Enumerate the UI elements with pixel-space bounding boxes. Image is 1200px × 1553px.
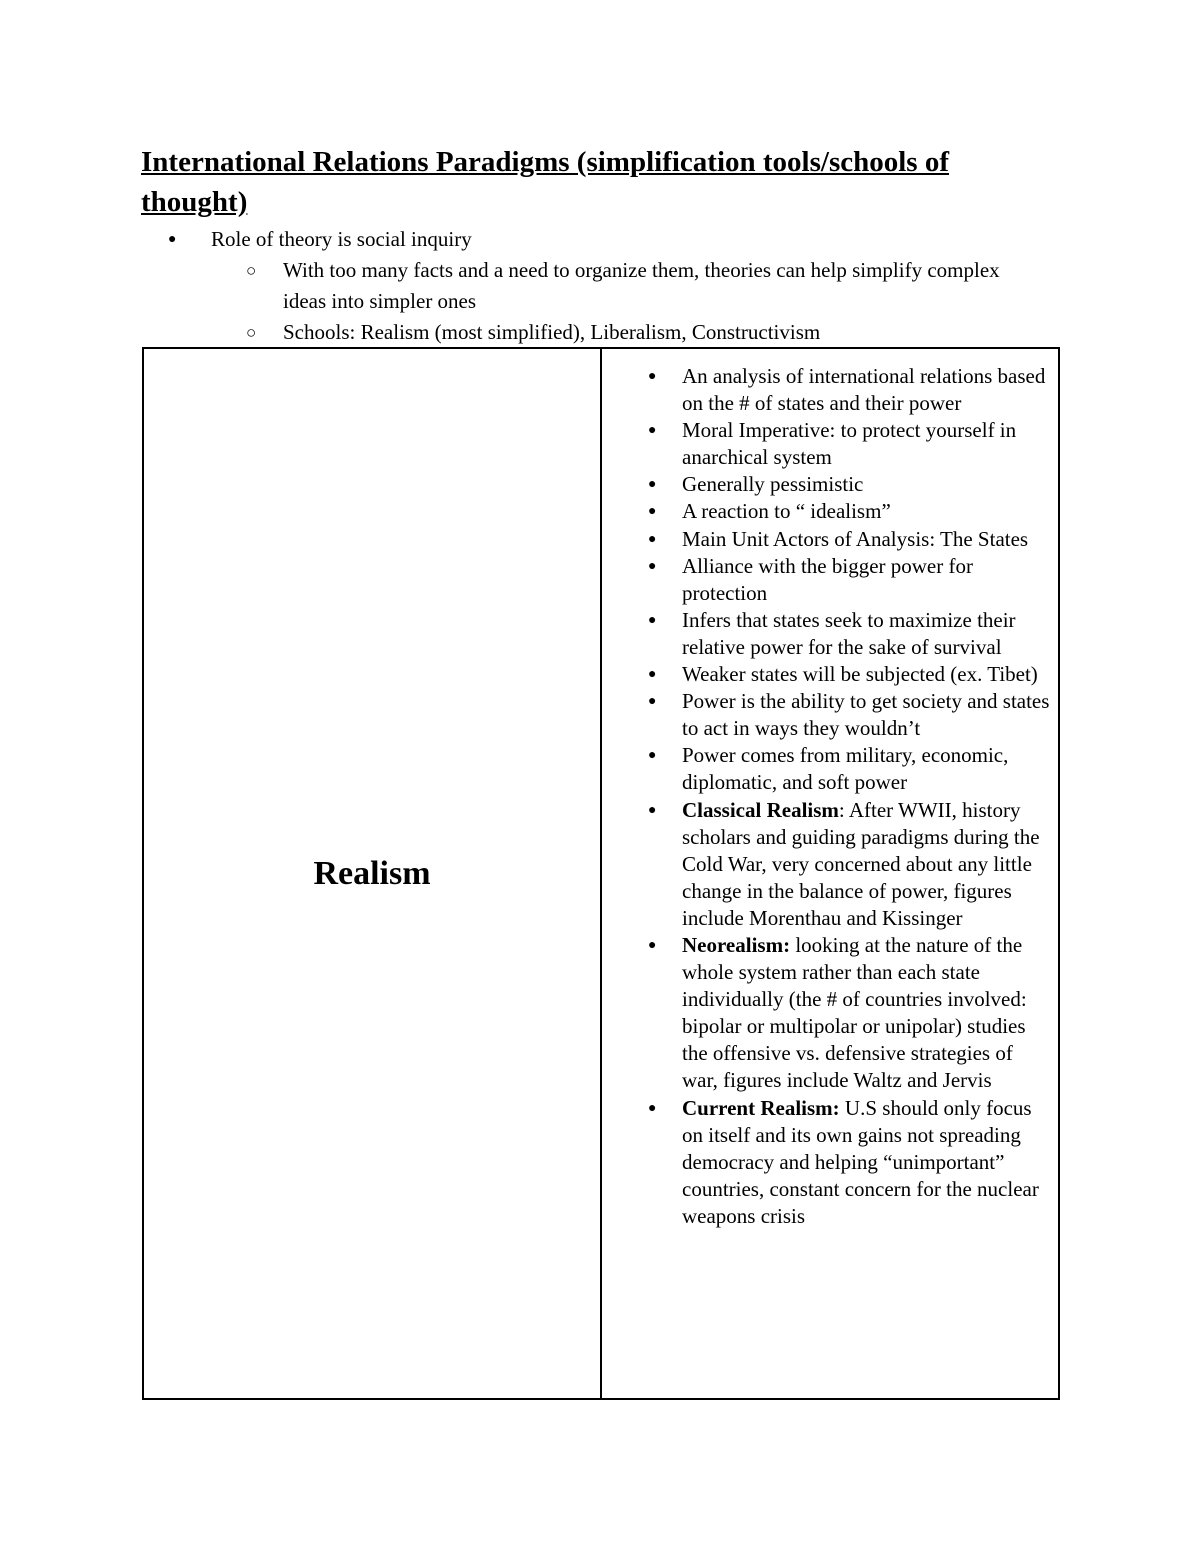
intro-sub-list <box>0 255 1200 348</box>
paradigm-point-text: Generally pessimistic <box>682 472 864 497</box>
paradigm-points-list <box>602 363 1050 1230</box>
hollow-bullet-icon: ○ <box>246 261 257 280</box>
intro-sub-point-text: With too many facts and a need to organize them, theories can help simplify complex ideas into simpler ones <box>283 258 1000 313</box>
paradigm-point <box>602 363 1050 417</box>
paradigm-point-text: An analysis of international relations based on the # of states and their power <box>682 364 1046 416</box>
paradigm-point-text: A reaction to “ idealism” <box>682 499 891 524</box>
intro-list <box>0 224 1200 348</box>
paradigm-name: Realism <box>313 854 431 892</box>
filled-bullet-icon: ● <box>648 369 657 384</box>
paradigm-point-heading: Current Realism: <box>682 1095 840 1120</box>
paradigm-point <box>602 1095 1050 1230</box>
filled-bullet-icon: ● <box>648 1100 657 1116</box>
filled-bullet-icon: ● <box>648 477 657 493</box>
intro-sub-point <box>0 317 1013 348</box>
paradigm-point-text: U.S should only focus on itself and its own gains not spreading democracy and helping “unimportant” countries, constant concern for the nuclear weapons crisis <box>682 1095 1039 1228</box>
paradigm-point-heading: Neorealism: <box>682 932 791 957</box>
paradigm-name-cell <box>144 349 602 1398</box>
paradigm-point-text: Main Unit Actors of Analysis: The States <box>682 526 1029 551</box>
intro-main-point-text: Role of theory is social inquiry <box>211 227 472 251</box>
filled-bullet-icon: ● <box>648 937 657 953</box>
intro-sub-point-text: Schools: Realism (most simplified), Liberalism, Constructivism <box>283 320 821 344</box>
paradigm-point-text: Moral Imperative: to protect yourself in anarchical system <box>682 418 1017 470</box>
paradigm-point-text: looking at the nature of the whole system rather than each state individually (the # of countries involved: bipolar or multipolar or unipolar) studies the offensive vs. defensive strategies of war, figures include Waltz and Jervis <box>682 932 1027 1093</box>
filled-bullet-icon: ● <box>168 232 177 247</box>
paradigm-points-cell <box>602 349 1058 1398</box>
hollow-bullet-icon: ○ <box>246 323 257 342</box>
paradigm-point <box>602 742 1050 796</box>
paradigm-point-text: Power comes from military, economic, diplomatic, and soft power <box>682 743 1009 795</box>
paradigm-point <box>602 417 1050 471</box>
paradigm-point-text: Weaker states will be subjected (ex. Tibet) <box>682 662 1038 687</box>
paradigm-point-text: Infers that states seek to maximize their relative power for the sake of survival <box>682 607 1016 659</box>
paradigm-point <box>602 932 1050 1095</box>
paradigm-point-text: Power is the ability to get society and states to act in ways they wouldn’t <box>682 689 1050 741</box>
paradigm-point <box>602 607 1050 661</box>
filled-bullet-icon: ● <box>648 802 657 818</box>
filled-bullet-icon: ● <box>648 694 657 710</box>
paradigm-point-text: : After WWII, history scholars and guiding paradigms during the Cold War, very concerned about any little change in the balance of power, figures include Morenthau and Kissinger <box>682 797 1040 930</box>
paradigm-point <box>602 498 1050 525</box>
filled-bullet-icon: ● <box>648 748 657 764</box>
filled-bullet-icon: ● <box>648 423 657 439</box>
paradigm-point <box>602 661 1050 688</box>
intro-sub-list-wrapper <box>0 255 1200 348</box>
paradigm-point-heading: Classical Realism <box>682 797 839 822</box>
filled-bullet-icon: ● <box>648 558 657 574</box>
paradigm-point <box>602 797 1050 932</box>
intro-sub-point <box>0 255 1013 317</box>
paradigm-point <box>602 471 1050 498</box>
filled-bullet-icon: ● <box>648 667 657 683</box>
paradigm-point <box>602 553 1050 607</box>
page-title: International Relations Paradigms (simplification tools/schools of thought) <box>141 146 949 218</box>
paradigm-point <box>602 688 1050 742</box>
paradigm-point <box>602 526 1050 553</box>
paradigm-point-text: Alliance with the bigger power for protection <box>682 553 973 605</box>
paradigm-table <box>142 347 1060 1400</box>
intro-main-point <box>0 224 1200 255</box>
filled-bullet-icon: ● <box>648 504 657 520</box>
filled-bullet-icon: ● <box>648 531 657 547</box>
filled-bullet-icon: ● <box>648 612 657 628</box>
